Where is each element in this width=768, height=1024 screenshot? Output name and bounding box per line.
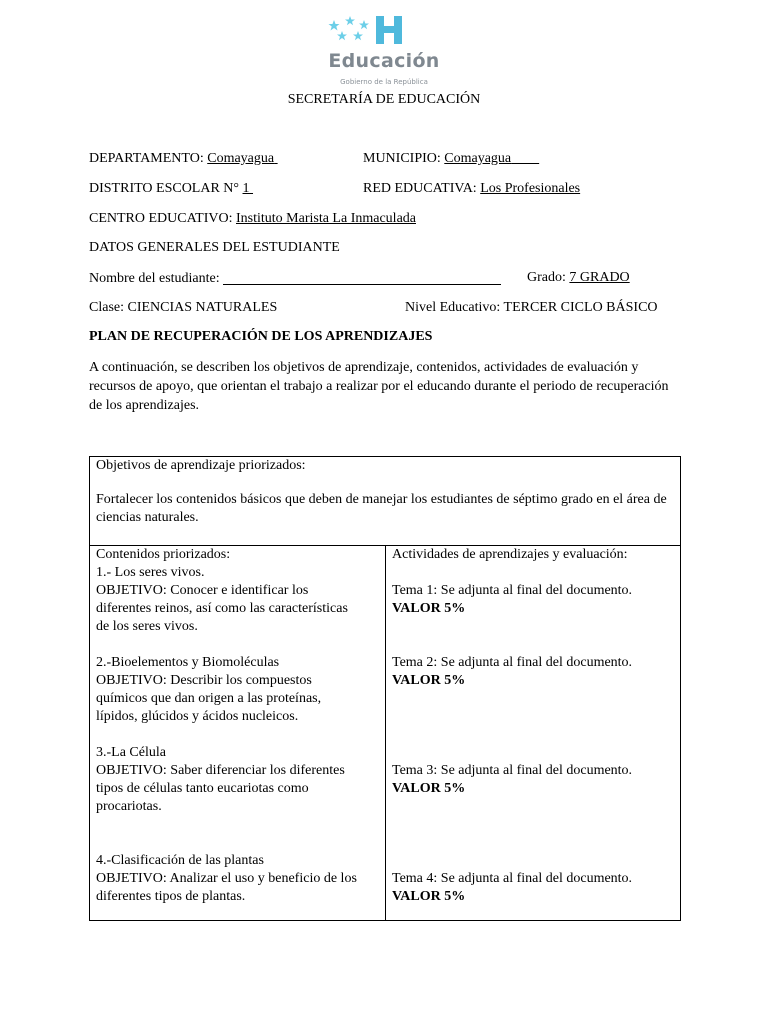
logo-wordmark: Educación: [328, 50, 440, 72]
nivel-label: Nivel Educativo:: [405, 300, 501, 315]
nivel-value: TERCER CICLO BÁSICO: [503, 300, 658, 315]
objectives-cell: [90, 457, 681, 546]
clase-value: CIENCIAS NATURALES: [127, 300, 278, 315]
activities-cell: [386, 546, 681, 921]
topic-4-objective-line: diferentes tipos de plantas.: [96, 889, 246, 904]
centro-educativo-value: Instituto Marista La Inmaculada: [236, 211, 416, 226]
activity-1-text: Tema 1: Se adjunta al final del documento.: [392, 583, 633, 598]
centro-educativo-label: CENTRO EDUCATIVO:: [89, 211, 233, 226]
contents-header: Contenidos priorizados:: [96, 547, 231, 562]
topic-1-title: 1.- Los seres vivos.: [96, 565, 205, 580]
activity-2-valor: VALOR 5%: [392, 673, 466, 688]
departamento-field: [89, 151, 278, 167]
municipio-value: Comayagua: [444, 151, 512, 166]
centro-educativo-field: [89, 211, 416, 227]
topic-1-objective-line: diferentes reinos, así como las características: [96, 601, 348, 616]
stars-icon: [324, 14, 374, 50]
topic-3-title: 3.-La Célula: [96, 745, 166, 760]
nivel-field: [405, 300, 658, 316]
activity-2-text: Tema 2: Se adjunta al final del documento.: [392, 655, 633, 670]
objectives-header: Objetivos de aprendizaje priorizados:: [96, 458, 306, 473]
red-educativa-value: Los Profesionales: [480, 181, 581, 196]
municipio-label: MUNICIPIO:: [363, 151, 441, 166]
clase-label: Clase:: [89, 300, 124, 315]
topic-1-objective: OBJETIVO: Conocer e identificar los: [96, 583, 309, 598]
education-logo: [318, 10, 450, 92]
nombre-blank-line[interactable]: [223, 270, 501, 285]
topic-4-objective: OBJETIVO: Analizar el uso y beneficio de los: [96, 871, 357, 886]
topic-2-objective-line: químicos que dan origen a las proteínas,: [96, 691, 322, 706]
h-emblem-icon: [374, 14, 404, 46]
topic-2-objective-line: lípidos, glúcidos y ácidos nucleicos.: [96, 709, 299, 724]
departamento-value: Comayagua: [207, 151, 275, 166]
red-educativa-label: RED EDUCATIVA:: [363, 181, 477, 196]
clase-field: [89, 300, 277, 316]
distrito-value: 1: [242, 181, 250, 196]
topic-4-title: 4.-Clasificación de las plantas: [96, 853, 264, 868]
distrito-field: [89, 181, 253, 197]
topic-2-objective: OBJETIVO: Describir los compuestos: [96, 673, 312, 688]
plan-title: PLAN DE RECUPERACIÓN DE LOS APRENDIZAJES: [89, 329, 433, 344]
topic-2-title: 2.-Bioelementos y Biomoléculas: [96, 655, 280, 670]
red-educativa-field: [363, 181, 580, 197]
activities-header: Actividades de aprendizajes y evaluación:: [392, 547, 628, 562]
nombre-field: [89, 270, 501, 287]
distrito-label: DISTRITO ESCOLAR N°: [89, 181, 240, 196]
intro-paragraph: A continuación, se describen los objetivos de aprendizaje, contenidos, actividades de evaluación y recursos de apoyo, que orientan el trabajo a realizar por el educando durante el periodo de recuperación de los aprendizajes.: [89, 360, 669, 413]
contents-cell: [90, 546, 386, 921]
plan-table: [89, 456, 681, 921]
datos-generales-heading: DATOS GENERALES DEL ESTUDIANTE: [89, 240, 340, 255]
topic-1-objective-line: de los seres vivos.: [96, 619, 198, 634]
objectives-row: [90, 457, 681, 546]
contents-row: [90, 546, 681, 921]
activity-4-text: Tema 4: Se adjunta al final del documento.: [392, 871, 633, 886]
objectives-text: Fortalecer los contenidos básicos que deben de manejar los estudiantes de séptimo grado en el área de ciencias naturales.: [96, 492, 667, 525]
grado-value: 7 GRADO: [569, 270, 630, 285]
departamento-label: DEPARTAMENTO:: [89, 151, 204, 166]
grado-label: Grado:: [527, 270, 566, 285]
logo-subtitle: Gobierno de la República: [340, 78, 428, 86]
grado-field: [527, 270, 630, 286]
nombre-label: Nombre del estudiante:: [89, 271, 220, 286]
page-heading: SECRETARÍA DE EDUCACIÓN: [287, 92, 481, 107]
topic-3-objective-line: tipos de células tanto eucariotas como: [96, 781, 309, 796]
topic-3-objective-line: procariotas.: [96, 799, 162, 814]
activity-4-valor: VALOR 5%: [392, 889, 466, 904]
activity-3-valor: VALOR 5%: [392, 781, 466, 796]
topic-3-objective: OBJETIVO: Saber diferenciar los diferentes: [96, 763, 345, 778]
activity-1-valor: VALOR 5%: [392, 601, 466, 616]
activity-3-text: Tema 3: Se adjunta al final del documento.: [392, 763, 633, 778]
municipio-field: [363, 151, 539, 167]
